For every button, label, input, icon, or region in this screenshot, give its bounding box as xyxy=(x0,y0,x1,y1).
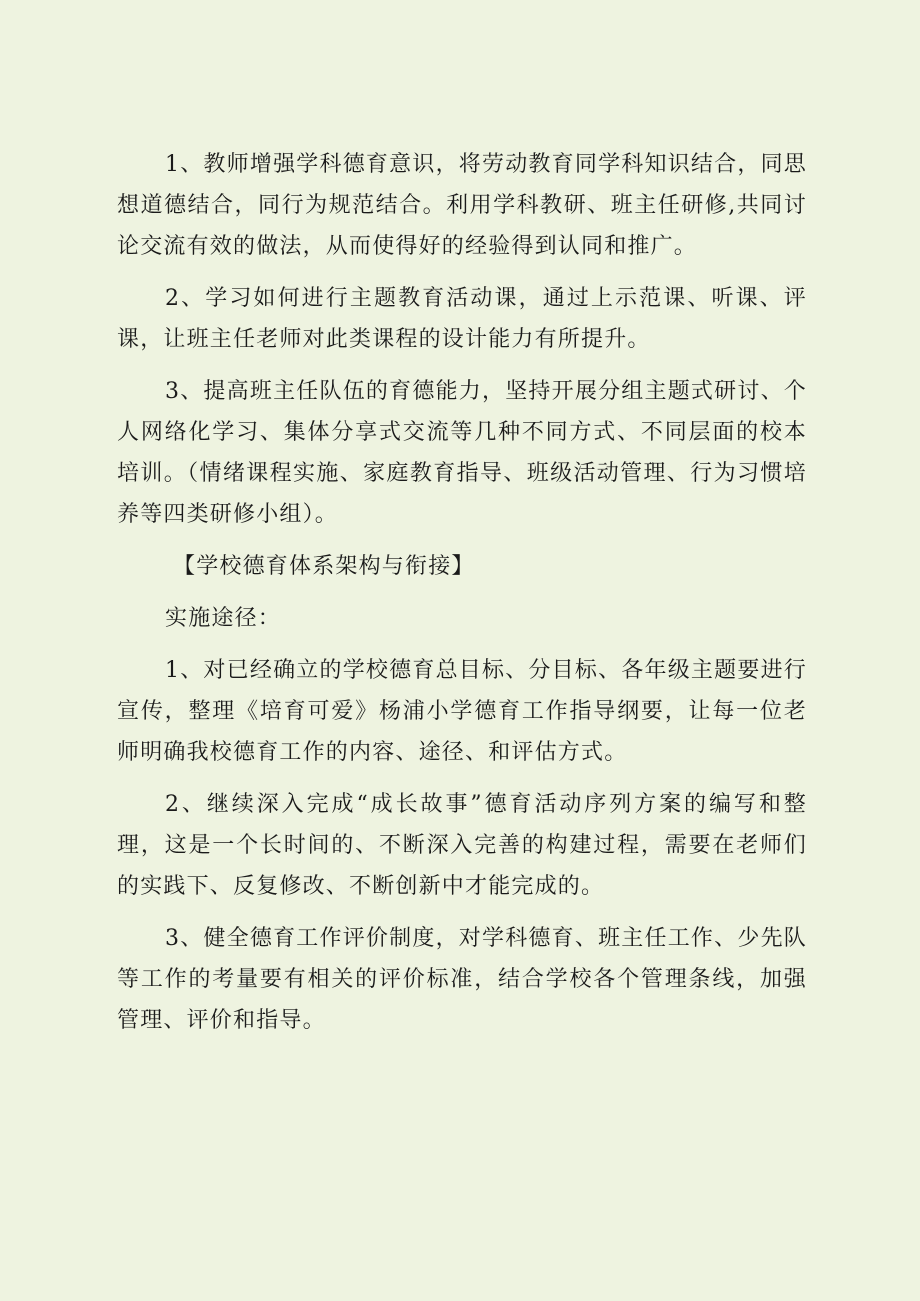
paragraph-promote-goals: 1、对已经确立的学校德育总目标、分目标、各年级主题要进行宣传，整理《培育可爱》杨浦小学德育工作指导纲要，让每一位老师明确我校德育工作的内容、途径、和评估方式。 xyxy=(117,658,807,765)
paragraph-teacher-awareness: 1、教师增强学科德育意识，将劳动教育同学科知识结合，同思想道德结合，同行为规范结合。利用学科教研、班主任研修,共同讨论交流有效的做法，从而使得好的经验得到认同和推广。 xyxy=(117,152,807,259)
paragraph-growth-stories: 2、继续深入完成“成长故事”德育活动序列方案的编写和整理，这是一个长时间的、不断深入完善的构建过程，需要在老师们的实践下、反复修改、不断创新中才能完成的。 xyxy=(117,792,807,899)
paragraph-theme-class: 2、学习如何进行主题教育活动课，通过上示范课、听课、评课，让班主任老师对此类课程的设计能力有所提升。 xyxy=(117,286,807,352)
subheading-implementation: 实施途径： xyxy=(165,606,282,631)
paragraph-head-teacher-training: 3、提高班主任队伍的育德能力，坚持开展分组主题式研讨、个人网络化学习、集体分享式交流等几种不同方式、不同层面的校本培训。（情绪课程实施、家庭教育指导、班级活动管理、行为习惯培养等四类研修小组）。 xyxy=(117,379,807,527)
paragraph-evaluation-system: 3、健全德育工作评价制度，对学科德育、班主任工作、少先队等工作的考量要有相关的评价标准，结合学校各个管理条线，加强管理、评价和指导。 xyxy=(117,926,807,1033)
document-body xyxy=(117,144,807,1052)
section-heading: 【学校德育体系架构与衔接】 xyxy=(173,554,475,579)
